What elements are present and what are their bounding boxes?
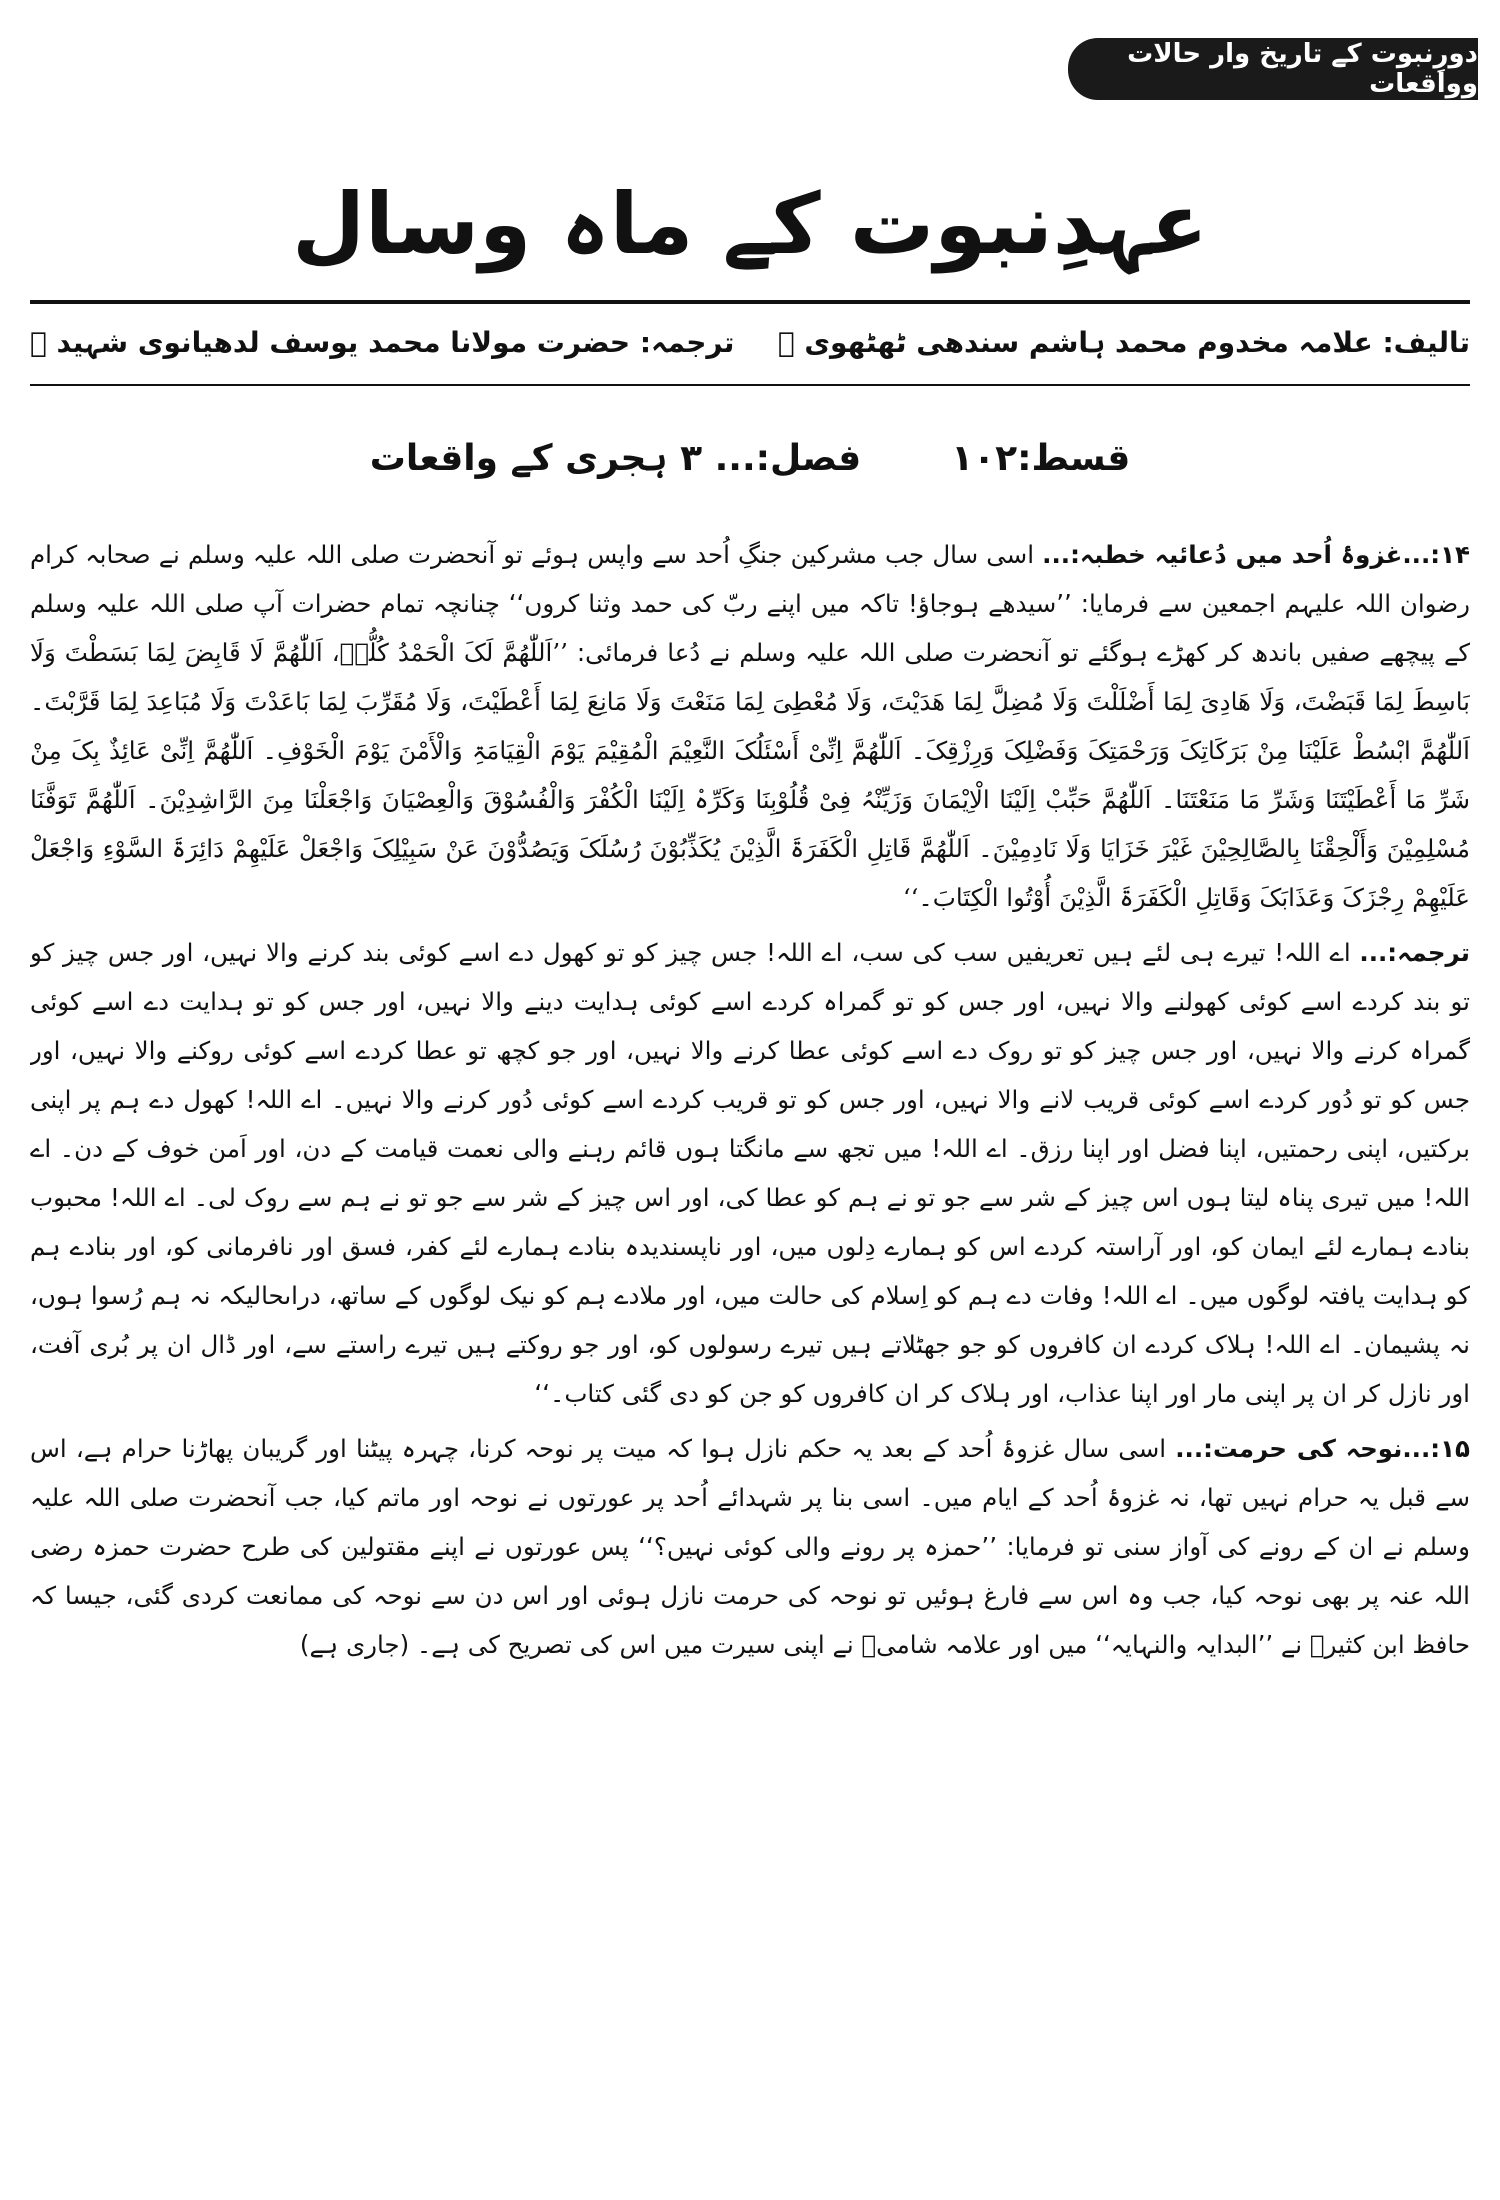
paragraph-mourning <box>30 1424 1470 1669</box>
translator-credit: ترجمہ: حضرت مولانا محمد یوسف لدھیانوی شہید ﷫ <box>30 325 735 359</box>
section-tab: دورِنبوت کے تاریخ وار حالات وواقعات <box>1068 38 1478 100</box>
paragraph-heading: ۱۴:...غزوۂ اُحد میں دُعائیہ خطبہ:... <box>1042 540 1470 569</box>
installment-heading <box>0 438 1500 479</box>
paragraph-text: اسی سال غزوۂ اُحد کے بعد یہ حکم نازل ہوا کہ میت پر نوحہ کرنا، چہرہ پیٹنا اور گریبان پھاڑنا حرام ہے، اس سے قبل یہ حرام نہیں تھا، نہ غزوۂ اُحد کے ایام میں۔ اسی بنا پر شہدائے اُحد پر عورتوں نے نوحہ اور ماتم کیا، جب آنحضرت صلی اللہ علیہ وسلم نے ان کے رونے کی آواز سنی تو فرمایا: ’’حمزہ پر رونے والی کوئی نہیں؟‘‘ پس عورتوں نے اپنے مقتولین کی طرح حضرت حمزہ رضی اللہ عنہ پر بھی نوحہ کیا، جب وہ اس سے فارغ ہوئیں تو نوحہ کی حرمت نازل ہوئی اور اس دن سے نوحہ کی ممانعت کردی گئی، جیسا کہ حافظ ابن کثیرؒ نے ’’البدایہ والنہایہ‘‘ میں اور علامہ شامیؒ نے اپنی سیرت میں اس کی تصریح کی ہے۔ <box>30 1434 1470 1659</box>
credits-row <box>30 318 1470 366</box>
divider-bottom <box>30 384 1470 386</box>
page-title: عہدِنبوت کے ماہ وسال <box>292 175 1208 273</box>
chapter-title: فصل:... ۳ ہجری کے واقعات <box>369 438 862 479</box>
installment-number: قسط:۱۰۲ <box>951 438 1131 479</box>
paragraph-text: اسی سال جب مشرکین جنگِ اُحد سے واپس ہوئے تو آنحضرت صلی اللہ علیہ وسلم نے صحابہ کرام رضوان اللہ علیہم اجمعین سے فرمایا: ’’سیدھے ہوجاؤ! تاکہ میں اپنے ربّ کی حمد وثنا کروں‘‘ چنانچہ تمام حضرات آپ صلی اللہ علیہ وسلم کے پیچھے صفیں باندھ کر کھڑے ہوگئے تو آنحضرت صلی اللہ علیہ وسلم نے دُعا فرمائی: <box>30 540 1470 667</box>
paragraph-heading: ترجمہ:... <box>1359 938 1470 967</box>
paragraph-text: اے اللہ! تیرے ہی لئے ہیں تعریفیں سب کی سب، اے اللہ! جس چیز کو تو کھول دے اسے کوئی بند کرنے والا نہیں، اور جس چیز کو تو بند کردے اسے کوئی کھولنے والا نہیں، اور جس کو تو گمراہ کردے اسے کوئی ہدایت دینے والا نہیں، اور جس کو تو ہدایت دے اسے کوئی گمراہ کرنے والا نہیں، اور جس چیز کو تو روک دے اسے کوئی عطا کرنے والا نہیں، اور جو کچھ تو عطا کردے اسے کوئی روکنے والا نہیں، اور جس کو تو دُور کردے اسے کوئی قریب لانے والا نہیں، اور جس کو تو قریب کردے اسے کوئی دُور کرنے والا نہیں۔ اے اللہ! کھول دے ہم پر اپنی برکتیں، اپنی رحمتیں، اپنا فضل اور اپنا رزق۔ اے اللہ! میں تجھ سے مانگتا ہوں قائم رہنے والی نعمت قیامت کے دن، اور اَمن خوف کے دن۔ اے اللہ! میں تیری پناہ لیتا ہوں اس چیز کے شر سے جو تو نے ہم کو عطا کی، اور اس چیز کے شر سے جو تو نے ہم سے روک لی۔ اے اللہ! محبوب بنادے ہمارے لئے ایمان کو، اور آراستہ کردے اس کو ہمارے دِلوں میں، اور ناپسندیدہ بنادے ہمارے لئے کفر، فسق اور نافرمانی کو، اور بنادے ہم کو ہدایت یافتہ لوگوں میں۔ اے اللہ! وفات دے ہم کو اِسلام کی حالت میں، اور ملادے ہم کو نیک لوگوں کے ساتھ، دراںحالیکہ نہ ہم رُسوا ہوں، نہ پشیمان۔ اے اللہ! ہلاک کردے ان کافروں کو جو جھٹلاتے ہیں تیرے رسولوں کو، اور جو روکتے ہیں تیرے راستے سے، اور ڈال ان پر بُری آفت، اور نازل کر ان پر اپنی مار اور اپنا عذاب، اور ہلاک کر ان کافروں کو جن کو دی گئی کتاب۔‘‘ <box>30 938 1470 1408</box>
paragraph-translation <box>30 928 1470 1418</box>
author-credit: تالیف: علامہ مخدوم محمد ہاشم سندھی ٹھٹھوی ﷫ <box>777 325 1470 359</box>
article-body <box>30 530 1470 2170</box>
paragraph-heading: ۱۵:...نوحہ کی حرمت:... <box>1175 1434 1470 1463</box>
continued-note: (جاری ہے) <box>299 1630 410 1659</box>
divider-top <box>30 300 1470 304</box>
paragraph-dua-sermon <box>30 530 1470 922</box>
arabic-dua: ’’اَللّٰھُمَّ لَکَ الْحَمْدُ کُلُّہٗ، اَللّٰھُمَّ لَا قَابِضَ لِمَا بَسَطْتَ وَلَا بَاسِطَ لِمَا قَبَضْتَ، وَلَا ھَادِیَ لِمَا أَضْلَلْتَ وَلَا مُضِلَّ لِمَا ھَدَیْتَ، وَلَا مُعْطِیَ لِمَا مَنَعْتَ وَلَا مَانِعَ لِمَا أَعْطَیْتَ، وَلَا مُقَرِّبَ لِمَا بَاعَدْتَ وَلَا مُبَاعِدَ لِمَا قَرَّبْتَ۔ اَللّٰھُمَّ ابْسُطْ عَلَیْنَا مِنْ بَرَکَاتِکَ وَرَحْمَتِکَ وَفَضْلِکَ وَرِزْقِکَ۔ اَللّٰھُمَّ اِنِّیْ أَسْئَلُکَ النَّعِیْمَ الْمُقِیْمَ یَوْمَ الْقِیَامَۃِ وَالْأَمْنَ یَوْمَ الْخَوْفِ۔ اَللّٰھُمَّ اِنِّیْ عَائِذٌ بِکَ مِنْ شَرِّ مَا أَعْطَیْتَنَا وَشَرِّ مَا مَنَعْتَنَا۔ اَللّٰھُمَّ حَبِّبْ اِلَیْنَا الْاِیْمَانَ وَزَیِّنْہُ فِیْ قُلُوْبِنَا وَکَرِّہْ اِلَیْنَا الْکُفْرَ وَالْفُسُوْقَ وَالْعِصْیَانَ وَاجْعَلْنَا مِنَ الرَّاشِدِیْنَ۔ اَللّٰھُمَّ تَوَفَّنَا مُسْلِمِیْنَ وَأَلْحِقْنَا بِالصَّالِحِیْنَ غَیْرَ خَزَایَا وَلَا نَادِمِیْنَ۔ اَللّٰھُمَّ قَاتِلِ الْکَفَرَۃَ الَّذِیْنَ یُکَذِّبُوْنَ رُسُلَکَ وَیَصُدُّوْنَ عَنْ سَبِیْلِکَ وَاجْعَلْ عَلَیْھِمْ دَائِرَۃَ السَّوْءِ وَاجْعَلْ عَلَیْھِمْ رِجْزَکَ وَعَذَابَکَ وَقَاتِلِ الْکَفَرَۃَ الَّذِیْنَ أُوْتُوا الْکِتَابَ۔‘‘ <box>30 638 1470 912</box>
